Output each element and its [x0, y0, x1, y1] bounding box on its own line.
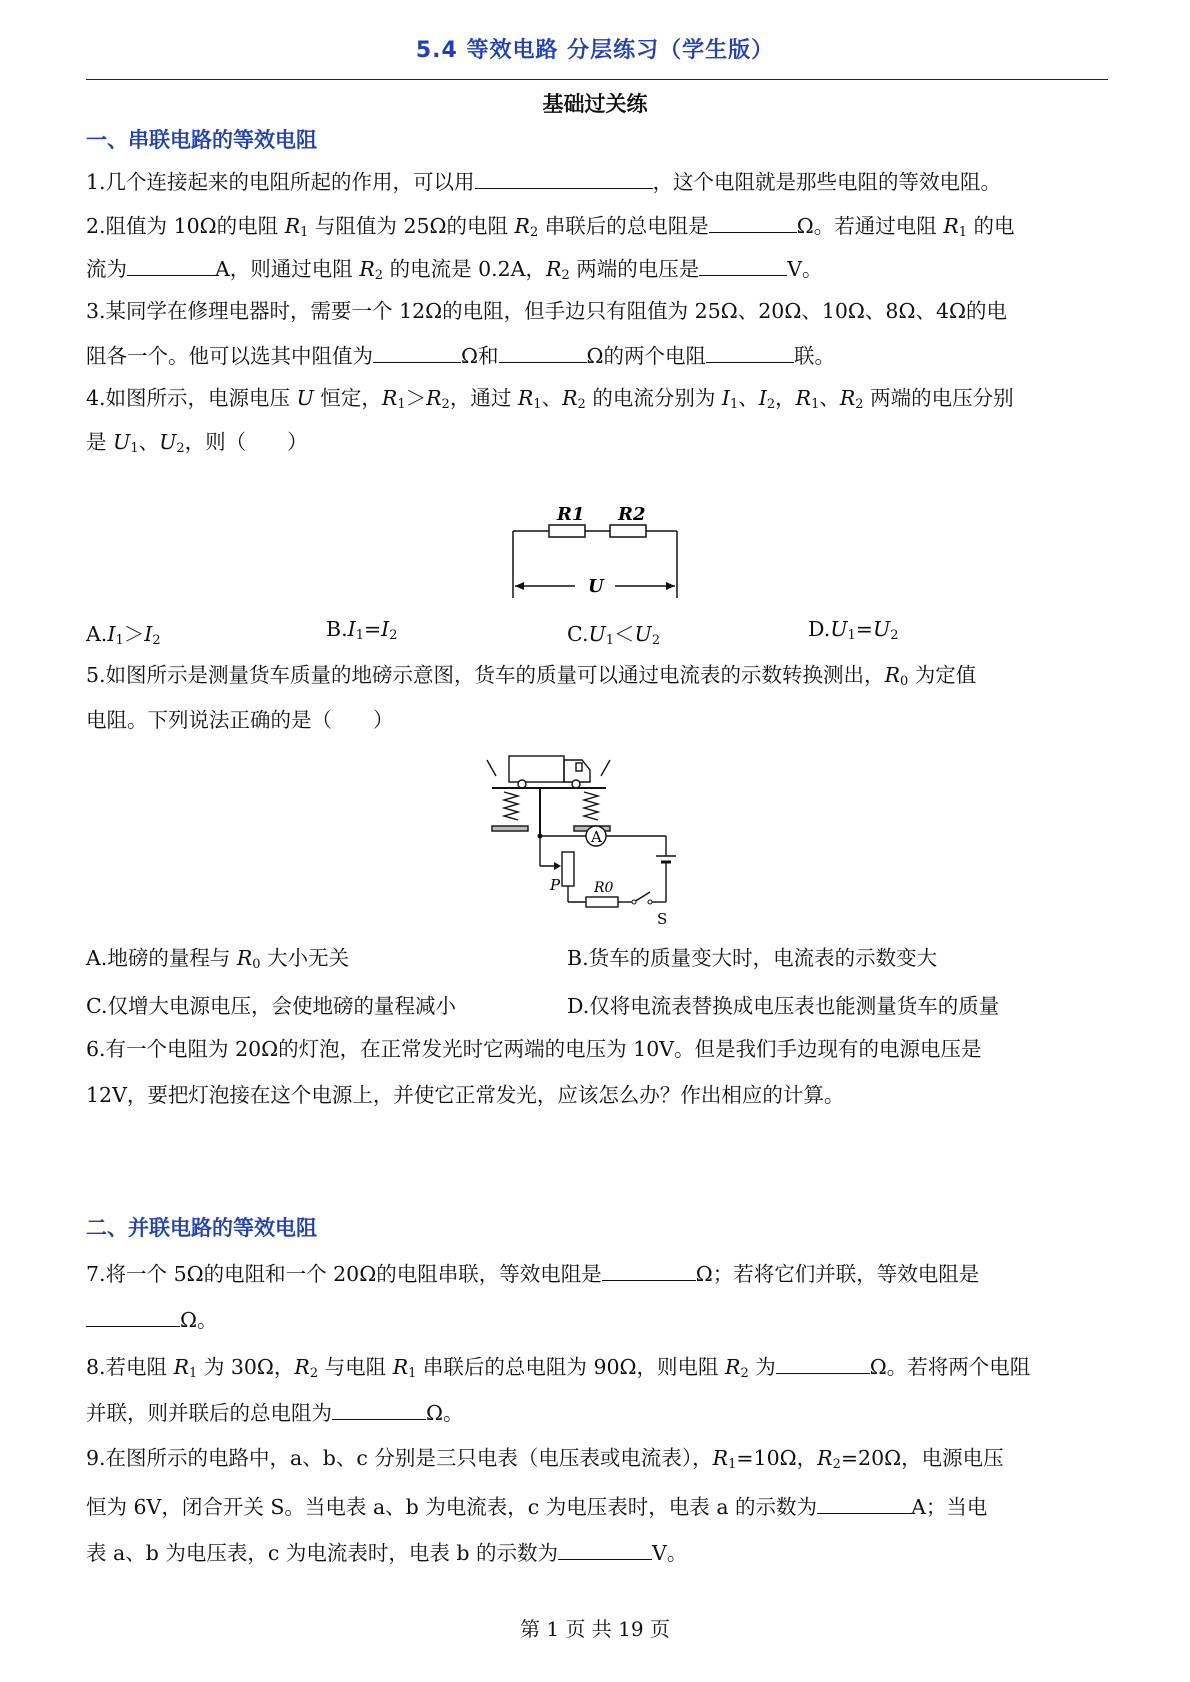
answer-blank[interactable] — [127, 253, 215, 276]
resistor-r0-symbol — [586, 897, 618, 907]
answer-blank[interactable] — [602, 1258, 696, 1281]
question-8-line-2: 并联，则并联后的总电阻为 Ω。 — [86, 1397, 1110, 1427]
question-4-line-1: 4.如图所示，电源电压 U 恒定，$R_1>R_2$，通过 $R_1$、$R_2$ 的电流分别为 $I_1$、$I_2$，$R_1$、$R_2$ 两端的电压分别 — [86, 386, 1014, 412]
section-heading-series: 一、串联电路的等效电阻 — [86, 128, 317, 152]
answer-blank[interactable] — [475, 166, 653, 189]
question-2-line-1: 2.阻值为 10Ω的电阻 $R_1$ 与阻值为 25Ω的电阻 $R_2$ 串联后的总电阻是 Ω。若通过电阻 $R_1$ 的电 — [86, 210, 1110, 247]
answer-blank[interactable] — [776, 1351, 870, 1374]
section-heading-parallel: 二、并联电路的等效电阻 — [86, 1216, 317, 1240]
question-9-line-2: 恒为 6V，闭合开关 S。当电表 a、b 为电流表，c 为电压表时，电表 a 的示数为 A；当电 — [86, 1491, 1110, 1521]
question-3-line-2: 阻各一个。他可以选其中阻值为 Ω和 Ω的两个电阻 联。 — [86, 340, 1110, 370]
truck-body-icon — [509, 756, 564, 782]
switch-label: S — [657, 910, 668, 928]
answer-blank[interactable] — [709, 210, 797, 233]
answer-blank[interactable] — [499, 340, 587, 363]
question-6-line-1: 6.有一个电阻为 20Ω的灯泡，在正常发光时它两端的电压为 10V。但是我们手边现有的电源电压是 — [86, 1037, 982, 1061]
page-number: 第 1 页 共 19 页 — [520, 1617, 670, 1641]
answer-blank[interactable] — [706, 340, 794, 363]
p-label: P — [550, 876, 561, 894]
question-5-line-2: 电阻。下列说法正确的是（ ） — [86, 708, 394, 732]
option-c[interactable]: C.仅增大电源电压，会使地磅的量程减小 — [86, 994, 456, 1018]
rheostat-icon — [562, 852, 574, 886]
question-4-line-2: 是 $U_1$、$U_2$，则（ ） — [86, 430, 308, 456]
r1-label: R1 — [557, 504, 585, 525]
series-circuit-figure — [505, 498, 690, 602]
switch-icon — [634, 892, 650, 902]
question-1: 1.几个连接起来的电阻所起的作用，可以用 ，这个电阻就是那些电阻的等效电阻。 — [86, 166, 1110, 196]
question-8-line-1: 8.若电阻 $R_1$ 为 30Ω，$R_2$ 与电阻 $R_1$ 串联后的总电阻为 90Ω，则电阻 $R_2$ 为 Ω。若将两个电阻 — [86, 1351, 1110, 1388]
option-a[interactable]: $A.I_1>I_2$ — [86, 622, 161, 648]
question-9-line-3: 表 a、b 为电压表，c 为电流表时，电表 b 的示数为 V。 — [86, 1537, 1110, 1567]
page-title: 5.4 等效电路 分层练习（学生版） — [415, 38, 775, 63]
option-d[interactable]: D.仅将电流表替换成电压表也能测量货车的质量 — [567, 994, 1000, 1018]
question-7-line-1: 7.将一个 5Ω的电阻和一个 20Ω的电阻串联，等效电阻是 Ω；若将它们并联，等效电阻是 — [86, 1258, 1110, 1288]
answer-blank[interactable] — [699, 253, 787, 276]
r2-label: R2 — [618, 504, 646, 525]
question-7-line-2: Ω。 — [86, 1304, 1110, 1334]
page-subtitle: 基础过关练 — [542, 92, 648, 116]
question-3-line-1: 3.某同学在修理电器时，需要一个 12Ω的电阻，但手边只有阻值为 25Ω、20Ω、10Ω、8Ω、4Ω的电 — [86, 299, 1007, 323]
answer-blank[interactable] — [332, 1397, 426, 1420]
question-5-line-1: 5.如图所示是测量货车质量的地磅示意图，货车的质量可以通过电流表的示数转换测出，$R_0$ 为定值 — [86, 663, 977, 689]
truck-scale-figure — [484, 752, 709, 928]
spring-right-icon — [584, 792, 598, 820]
resistor-r2-symbol — [610, 525, 646, 537]
option-b[interactable]: B.货车的质量变大时，电流表的示数变大 — [567, 946, 938, 970]
option-c[interactable]: $C.U_1<U_2$ — [567, 622, 661, 648]
resistor-r1-symbol — [549, 525, 585, 537]
title-divider — [86, 79, 1108, 80]
r0-label: R0 — [594, 880, 614, 896]
question-6-line-2: 12V，要把灯泡接在这个电源上，并使它正常发光，应该怎么办？作出相应的计算。 — [86, 1083, 845, 1107]
answer-blank[interactable] — [373, 340, 461, 363]
option-a[interactable]: A.地磅的量程与 $R_0$ 大小无关 — [86, 946, 350, 972]
question-9-line-1: 9.在图所示的电路中，a、b、c 分别是三只电表（电压表或电流表），$R_1=10\Omega$，$R_2=20\Omega$，电源电压 — [86, 1446, 1004, 1472]
ammeter-label: A — [591, 828, 602, 846]
answer-blank[interactable] — [86, 1304, 180, 1327]
option-b[interactable]: $B.I_1=I_2$ — [326, 617, 398, 643]
question-2-line-2: 流为 A，则通过电阻 $R_2$ 的电流是 0.2A，$R_2$ 两端的电压是 V。 — [86, 253, 1110, 290]
spring-left-icon — [504, 792, 518, 820]
answer-blank[interactable] — [558, 1537, 652, 1560]
answer-blank[interactable] — [817, 1491, 911, 1514]
option-d[interactable]: $D.U_1=U_2$ — [808, 617, 899, 643]
voltage-label: U — [588, 576, 604, 597]
